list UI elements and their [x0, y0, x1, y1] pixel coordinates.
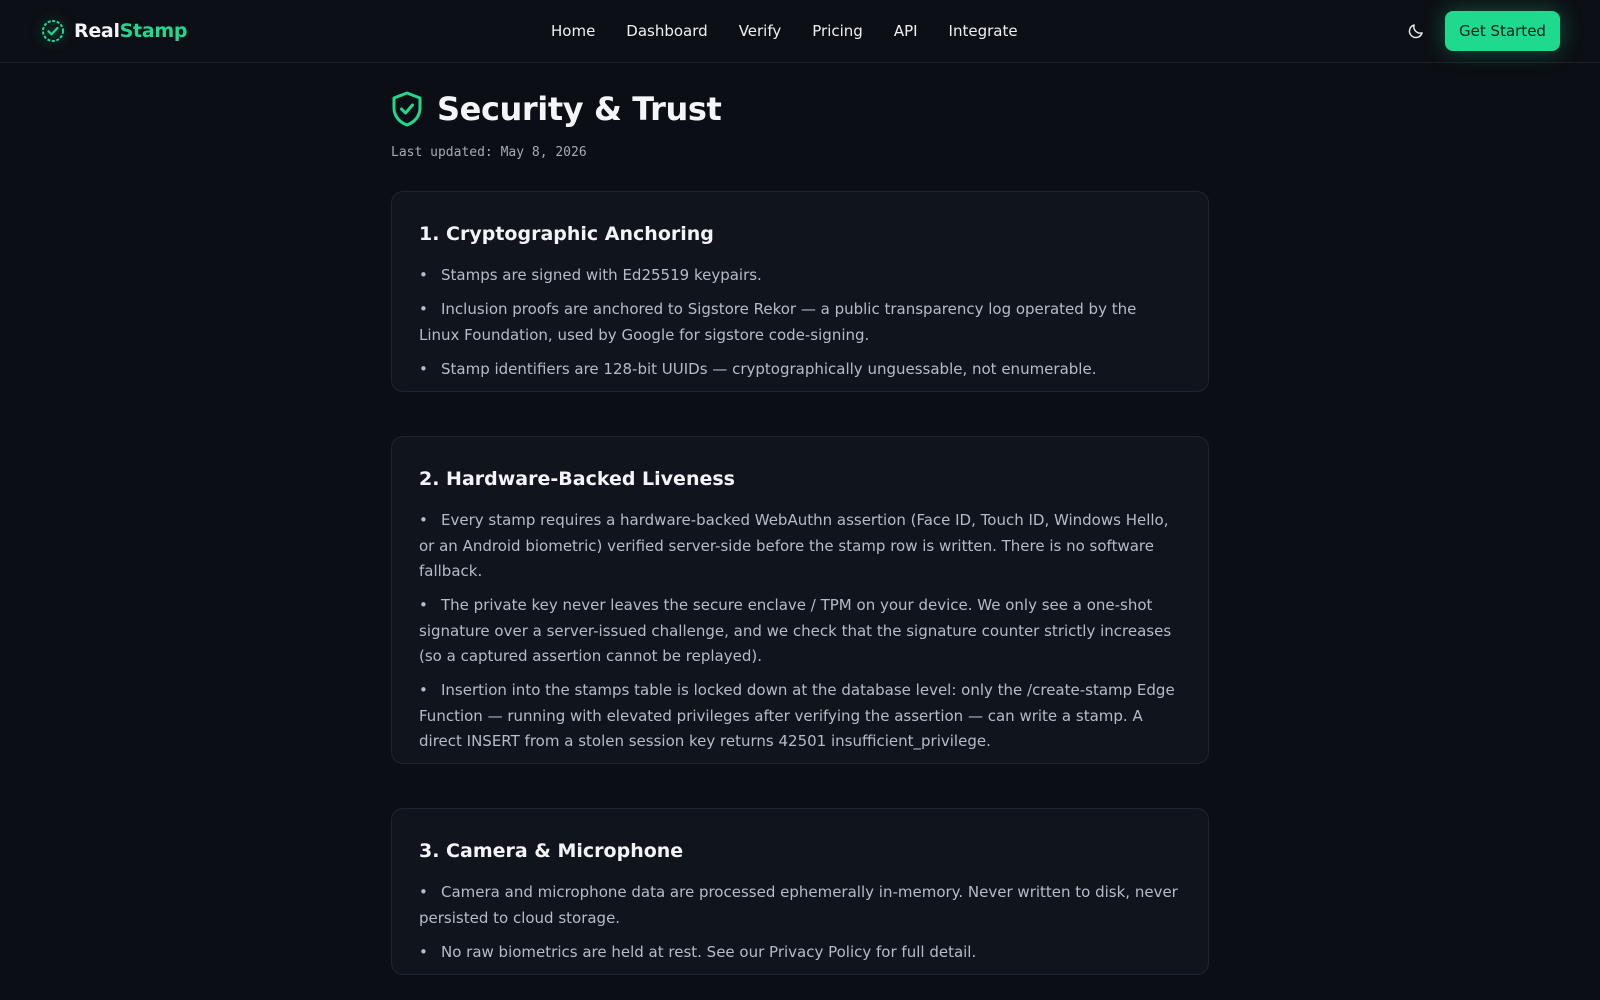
shield-check-icon: [391, 91, 423, 127]
theme-toggle-button[interactable]: [1405, 20, 1427, 42]
page-title: Security & Trust: [437, 90, 722, 128]
section-list: [419, 263, 1181, 382]
list-item: • Camera and microphone data are processed ephemerally in-memory. Never written to disk, never persisted to cloud storage.: [419, 883, 1178, 927]
section-card-cryptographic-anchoring: [391, 191, 1209, 392]
nav-link-integrate[interactable]: Integrate: [948, 22, 1018, 40]
brand-name: RealStamp: [74, 20, 188, 42]
page-header: [391, 88, 1209, 130]
main-content: [391, 88, 1209, 961]
nav-link-verify[interactable]: Verify: [738, 22, 782, 40]
section-card-hardware-liveness: [391, 436, 1209, 764]
section-list: [419, 880, 1181, 965]
section-heading: 2. Hardware-Backed Liveness: [419, 468, 735, 490]
nav-link-dashboard[interactable]: Dashboard: [626, 22, 708, 40]
section-card-camera-microphone: [391, 808, 1209, 975]
nav-link-api[interactable]: API: [893, 22, 918, 40]
list-item: • Every stamp requires a hardware-backed WebAuthn assertion (Face ID, Touch ID, Windows Hello, or an Android biometric) verified server-side before the stamp row is written. There is no software fallback.: [419, 511, 1169, 580]
section-list: [419, 508, 1181, 755]
moon-icon: [1407, 22, 1425, 40]
brand-logo[interactable]: [41, 18, 187, 44]
list-item: • Stamp identifiers are 128-bit UUIDs — cryptographically unguessable, not enumerable.: [419, 359, 1097, 378]
section-heading: 1. Cryptographic Anchoring: [419, 223, 714, 245]
section-heading: 3. Camera & Microphone: [419, 840, 684, 862]
last-updated: Last updated: May 8, 2026: [391, 145, 587, 160]
list-item: • No raw biometrics are held at rest. See our Privacy Policy for full detail.: [419, 942, 977, 961]
nav-link-home[interactable]: Home: [551, 22, 596, 40]
list-item: • Inclusion proofs are anchored to Sigstore Rekor — a public transparency log operated by the Linux Foundation, used by Google for sigstore code-signing.: [419, 300, 1137, 344]
top-navbar: [0, 0, 1600, 63]
list-item: • Stamps are signed with Ed25519 keypairs.: [419, 266, 762, 284]
list-item: • The private key never leaves the secure enclave / TPM on your device. We only see a one-shot signature over a server-issued challenge, and we check that the signature counter strictly increases (so a captured assertion cannot be replayed).: [419, 596, 1172, 665]
get-started-button[interactable]: Get Started: [1445, 11, 1560, 51]
check-badge-icon: [41, 19, 65, 43]
main-nav: [551, 20, 1018, 42]
nav-link-pricing[interactable]: Pricing: [812, 22, 863, 40]
list-item: • Insertion into the stamps table is locked down at the database level: only the /create-stamp Edge Function — running with elevated privileges after verifying the assertion — can write a stamp. A direct INSERT from a stolen session key returns 42501 insufficient_privilege.: [419, 681, 1175, 750]
